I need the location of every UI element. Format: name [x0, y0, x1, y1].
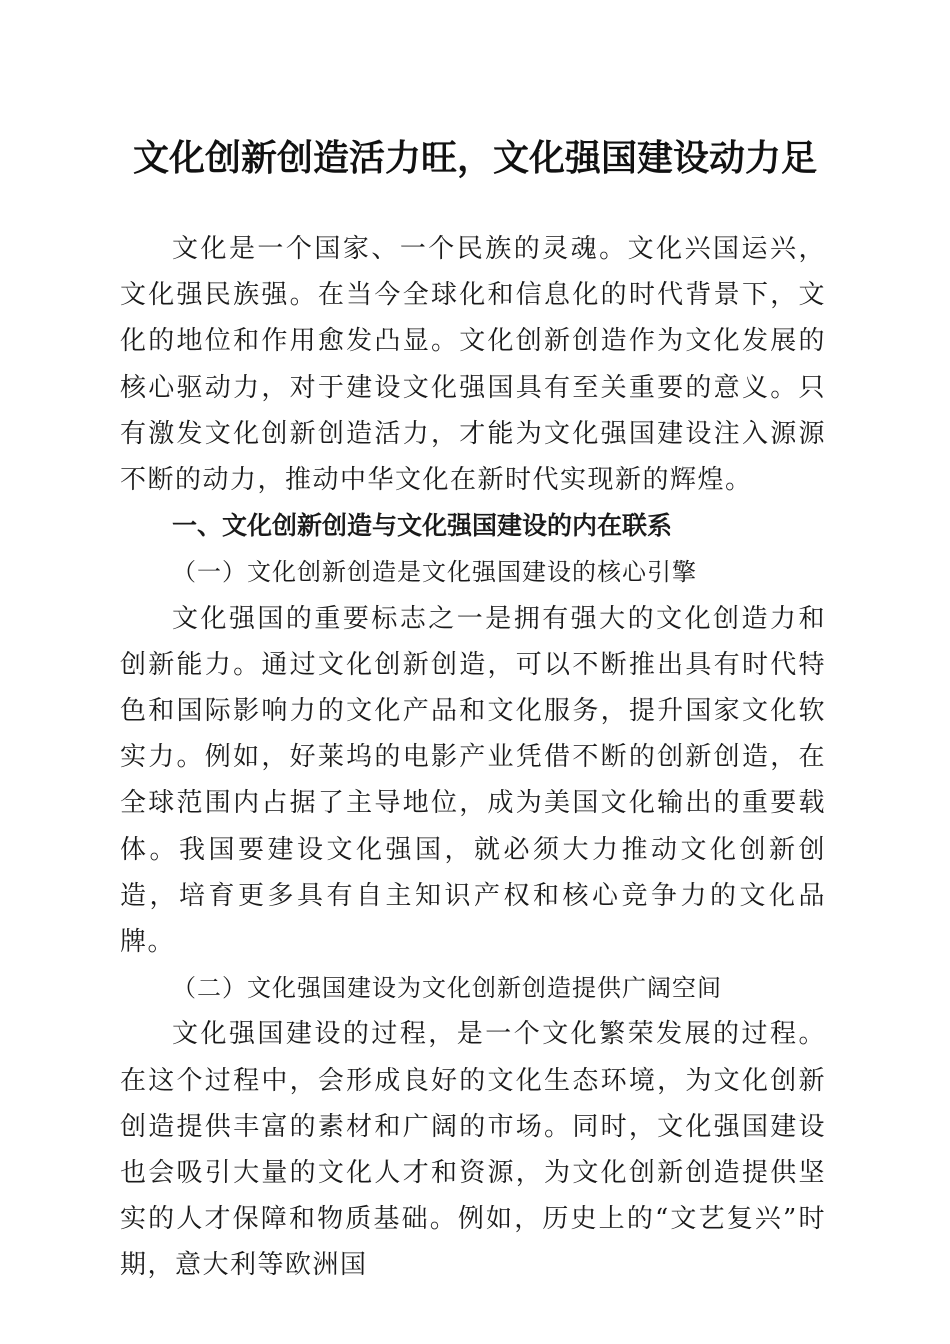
subsection-paragraph: 文化强国建设的过程，是一个文化繁荣发展的过程。在这个过程中，会形成良好的文化生态环境，为文化创新创造提供丰富的素材和广阔的市场。同时，文化强国建设也会吸引大量的文化人才和资源，为文化创新创造提供坚实的人才保障和物质基础。例如，历史上的“文艺复兴”时期，意大利等欧洲国 [120, 1019, 826, 1281]
subsection-paragraph: 文化强国的重要标志之一是拥有强大的文化创造力和创新能力。通过文化创新创造，可以不断推出具有时代特色和国际影响力的文化产品和文化服务，提升国家文化软实力。例如，好莱坞的电影产业凭借不断的创新创造，在全球范围内占据了主导地位，成为美国文化输出的重要载体。我国要建设文化强国，就必须大力推动文化创新创造，培育更多具有自主知识产权和核心竞争力的文化品牌。 [120, 603, 826, 958]
section-heading: 一、文化创新创造与文化强国建设的内在联系 [172, 511, 673, 541]
document-title: 文化创新创造活力旺，文化强国建设动力足 [132, 137, 817, 179]
document-body [120, 226, 826, 1289]
subsection-heading: （二）文化强国建设为文化创新创造提供广阔空间 [172, 974, 722, 1003]
intro-paragraph: 文化是一个国家、一个民族的灵魂。文化兴国运兴，文化强民族强。在当今全球化和信息化的时代背景下，文化的地位和作用愈发凸显。文化创新创造作为文化发展的核心驱动力，对于建设文化强国具有至关重要的意义。只有激发文化创新创造活力，才能为文化强国建设注入源源不断的动力，推动中华文化在新时代实现新的辉煌。 [120, 234, 826, 496]
subsection-heading: （一）文化创新创造是文化强国建设的核心引擎 [172, 558, 697, 587]
